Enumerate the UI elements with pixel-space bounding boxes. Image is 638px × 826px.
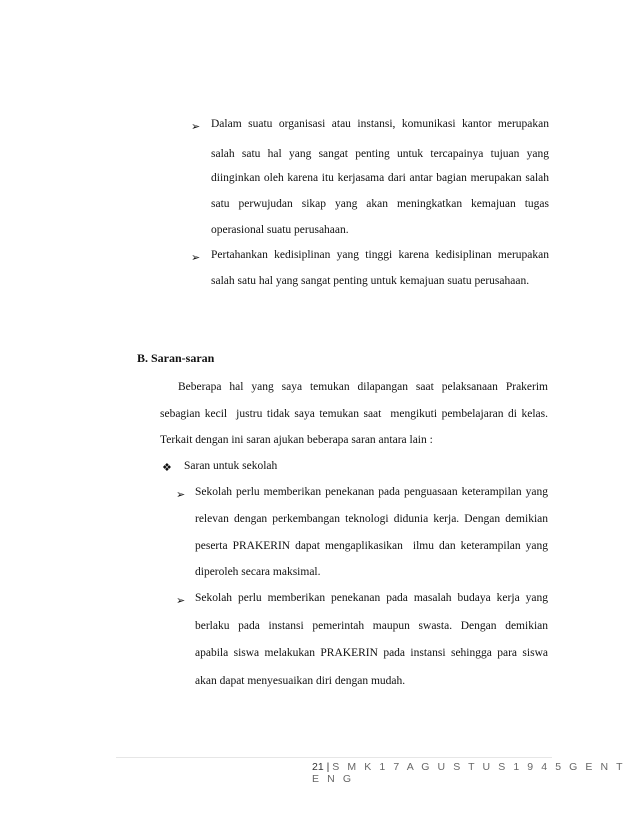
paragraph-line: apabila siswa melakukan PRAKERIN pada instansi sehingga para siswa [195,647,548,659]
arrow-bullet-icon: ➢ [176,489,186,501]
paragraph-line: Beberapa hal yang saya temukan dilapangan saat pelaksanaan Prakerim [178,381,548,393]
paragraph-line: Dalam suatu organisasi atau instansi, komunikasi kantor merupakan [211,118,549,130]
paragraph-line: diinginkan oleh karena itu kerjasama dari antar bagian merupakan salah [211,172,549,184]
page-number: 21 [312,761,324,773]
paragraph-line: sebagian kecil justru tidak saya temukan saat mengikuti pembelajaran di kelas. [160,408,548,420]
paragraph-line: akan dapat menyesuaikan diri dengan mudah. [195,675,406,687]
arrow-bullet-icon: ➢ [191,252,201,264]
page-footer [312,761,638,785]
paragraph-line: Sekolah perlu memberikan penekanan pada penguasaan keterampilan yang [195,486,548,498]
arrow-bullet-icon: ➢ [176,595,186,607]
section-heading: B. Saran-saran [137,351,215,365]
paragraph-line: Terkait dengan ini saran ajukan beberapa saran antara lain : [160,434,433,446]
footer-school-name: S M K 1 7 A G U S T U S 1 9 4 5 G E N T E N G [312,761,625,785]
paragraph-line: salah satu hal yang sangat penting untuk kemajuan suatu perusahaan. [211,275,530,287]
arrow-bullet-icon: ➢ [191,121,201,133]
paragraph-line: diperoleh secara maksimal. [195,566,321,578]
footer-separator: | [326,761,330,773]
paragraph-line: satu perwujudan sikap yang akan meningkatkan kemajuan tugas [211,198,549,210]
paragraph-line: peserta PRAKERIN dapat mengaplikasikan ilmu dan keterampilan yang [195,540,548,552]
paragraph-line: Pertahankan kedisiplinan yang tinggi karena kedisiplinan merupakan [211,249,549,261]
paragraph-line: Sekolah perlu memberikan penekanan pada masalah budaya kerja yang [195,592,548,604]
diamond-bullet-icon: ❖ [162,462,172,474]
sub-heading: Saran untuk sekolah [184,460,278,472]
footer-divider [116,757,552,758]
paragraph-line: salah satu hal yang sangat penting untuk tercapainya tujuan yang [211,148,549,160]
paragraph-line: relevan dengan perkembangan teknologi didunia kerja. Dengan demikian [195,513,548,525]
paragraph-line: operasional suatu perusahaan. [211,224,349,236]
paragraph-line: berlaku pada instansi pemerintah maupun swasta. Dengan demikian [195,620,548,632]
